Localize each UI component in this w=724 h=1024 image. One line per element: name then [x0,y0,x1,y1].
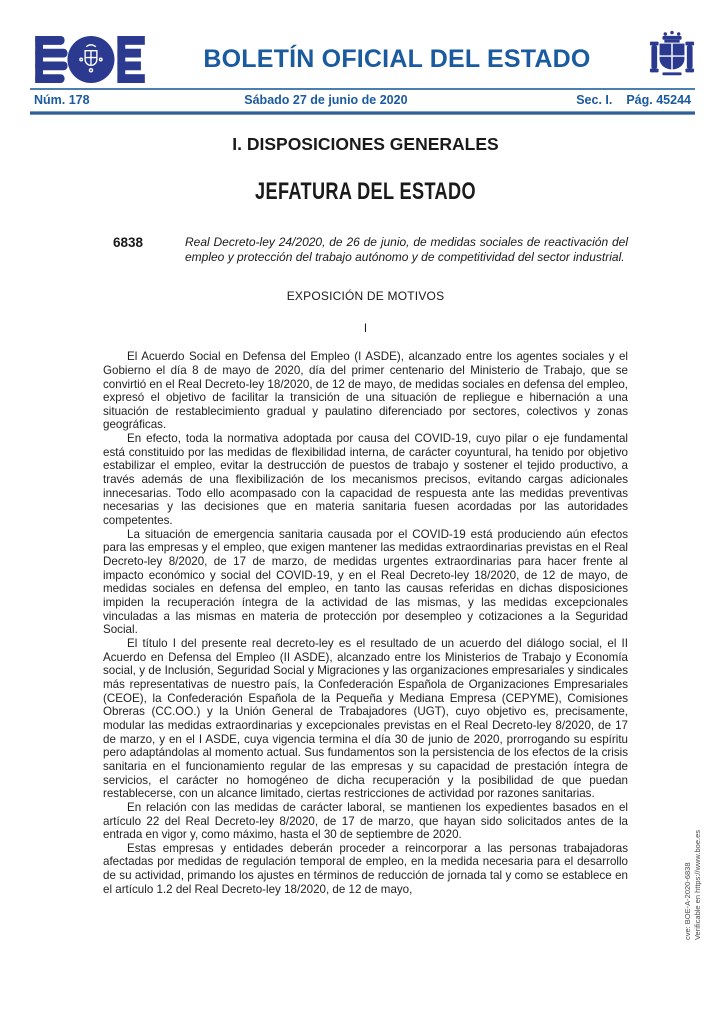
cve-verify-url: Verificable en https://www.boe.es [693,829,702,941]
body-paragraph: En efecto, toda la normativa adoptada por causa del COVID-19, cuyo pilar o eje fundamental está constituido por las medidas de flexibilidad interna, de carácter coyuntural, ha tenido por objetivo estabilizar el empleo, evitar la destrucción de puestos de trabajo y sostener el tejido productivo, a través además de una flexibilización de los mecanismos precisos, evitando cargas adicionales innecesarias. Todo ello acompasado con la capacidad de respuesta ante las medidas preventivas necesarias y las decisiones que en materia sanitaria fuesen acordadas por las autoridades competentes. [103,432,628,528]
department-heading: JEFATURA DEL ESTADO [255,178,476,205]
spain-coat-of-arms-icon [649,29,695,85]
header-top-row [30,30,695,88]
issue-date: Sábado 27 de junio de 2020 [244,93,408,107]
document-body [103,125,628,896]
issue-number: Núm. 178 [34,93,90,107]
header-meta-row [30,90,695,111]
part-numeral: I [363,323,368,336]
body-paragraph: El título I del presente real decreto-ley es el resultado de un acuerdo del diálogo social, el II Acuerdo en Defensa del Empleo (II ASDE), alcanzado entre los Ministerios de Trabajo y Economía social, y de Inclusión, Seguridad Social y Migraciones y las organizaciones empresariales y sindicales más representativas de nuestro país, la Confederación Española de Organizaciones Empresariales (CEOE), la Confederación Española de la Pequeña y Mediana Empresa (CEPYME), Comisiones Obreras (CC.OO.) y la Unión General de Trabajadores (UGT), cuyo objetivo es, precisamente, modular las medidas extraordinarias y excepcionales previstas en el Real Decreto-ley 8/2020, de 17 de marzo, y en el I ASDE, cuya vigencia termina el día 30 de junio de 2020, prorrogando su espíritu pero adaptándolas al momento actual. Sus fundamentos son la persistencia de los efectos de la crisis sanitaria en el funcionamiento regular de las empresas y su capacidad de prestación íntegra de servicios, el carácter no homogéneo de dicha recuperación y la posibilidad de que puedan restablecerse, con un alcance limitado, ciertas restricciones de actividad por razones sanitarias. [103,636,628,801]
body-paragraph: En relación con las medidas de carácter laboral, se mantienen los expedientes basados en el artículo 22 del Real Decreto-ley 8/2020, de 17 de marzo, que hayan sido solicitados antes de la entrada en vigor y, como máximo, hasta el 30 de septiembre de 2020. [103,800,628,842]
section-heading: I. DISPOSICIONES GENERALES [232,134,499,154]
section-label: Sec. I. [576,93,613,107]
body-paragraph: Estas empresas y entidades deberán proceder a reincorporar a las personas trabajadoras afectadas por medidas de regulación temporal de empleo, en la medida necesaria para el desarrollo de su actividad, primando los ajustes en términos de reducción de jornada tal y como se establece en el artículo 1.2 del Real Decreto-ley 18/2020, de 12 de mayo, [103,841,628,896]
cve-code: cve: BOE-A-2020-6838 [683,862,692,941]
disposition-item [103,235,628,264]
boe-logo-icon [35,36,145,83]
paragraph-block [103,350,628,896]
motives-heading: EXPOSICIÓN DE MOTIVOS [286,289,445,304]
header-rule-thick [30,111,695,115]
header [30,30,695,115]
item-number: 6838 [113,235,144,250]
item-title: Real Decreto-ley 24/2020, de 26 de junio, de medidas sociales de reactivación del empleo y protección del trabajo autónomo y de competitividad del sector industrial. [185,235,628,264]
page-number: Pág. 45244 [626,93,691,107]
body-paragraph: La situación de emergencia sanitaria causada por el COVID-19 está produciendo aún efectos para las empresas y el empleo, que exigen mantener las medidas extraordinarias previstas en el Real Decreto-ley 8/2020, de 17 de marzo, de medidas urgentes extraordinarias para hacer frente al impacto económico y social del COVID-19, y en el Real Decreto-ley 18/2020, de 12 de mayo, de medidas sociales en defensa del empleo, en tanto las causas referidas en dichas disposiciones impiden la recuperación íntegra de la actividad de las mismas, y las medidas excepcionales vinculadas a las mismas en materia de protección por desempleo y cotizaciones a la Seguridad Social. [103,527,628,637]
body-paragraph: El Acuerdo Social en Defensa del Empleo (I ASDE), alcanzado entre los agentes sociales y el Gobierno el día 8 de mayo de 2020, día del primer centenario del Ministerio de Trabajo, que se convirtió en el Real Decreto-ley 18/2020, de 12 de mayo, de medidas sociales en defensa del empleo, expresó el objetivo de facilitar la transición de una situación de repliegue e hibernación a una situación de restablecimiento gradual y paulatino diferenciado por sectores, colectivos y zonas geográficas. [103,350,628,432]
masthead-title: BOLETÍN OFICIAL DEL ESTADO [203,44,591,73]
section-page [562,93,691,107]
cve-vertical-note [683,830,703,940]
